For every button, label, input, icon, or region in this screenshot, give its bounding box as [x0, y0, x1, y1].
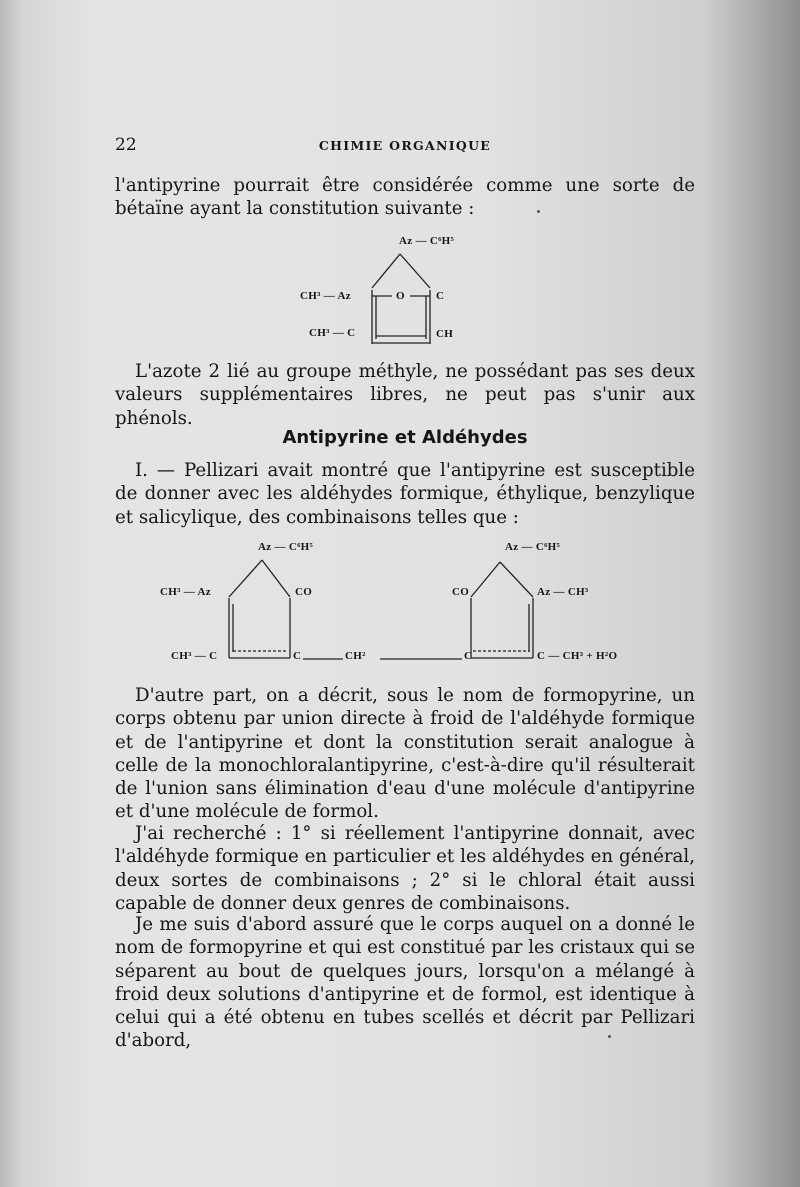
formula1-right-upper: C: [436, 290, 445, 302]
formula2-bridge: CH²: [345, 650, 366, 662]
formula1-right-lower: CH: [436, 328, 454, 340]
print-speck: [608, 1035, 611, 1038]
running-title: CHIMIE ORGANIQUE: [318, 138, 492, 153]
formula2-left-lower-left: CH³ — C: [171, 650, 218, 662]
formula2-right-upper-right: Az — CH³: [537, 586, 589, 598]
formula2-left-upper-left: CH³ — Az: [160, 586, 211, 598]
formula2-right-lower-left: C: [464, 650, 473, 662]
formula2-right-upper-left: CO: [452, 586, 470, 598]
paragraph-assure: Je me suis d'abord assuré que le corps auquel on a donné le nom de formopyrine et qui est constitué par les cristaux qui se séparent au bout de quelques jours, lorsqu'on a mélangé à froid deux solutions d'antipyrine et de formol, est identique à celui qui a été obtenu en tubes scellés et décrit par Pellizari d'abord,: [115, 914, 695, 1052]
formula2-left-upper-right: CO: [295, 586, 313, 598]
paragraph-formopyrine: D'autre part, on a décrit, sous le nom de formopyrine, un corps obtenu par union directe à froid de l'aldéhyde formique et de l'antipyrine et dont la constitution serait analogue à celle de la monochloralantipyrine, c'est-à-dire qu'il résulterait de l'union sans élimination d'eau d'une molécule d'antipyrine et d'une molécule de formol.: [115, 685, 695, 823]
paragraph-recherche: J'ai recherché : 1° si réellement l'antipyrine donnait, avec l'aldéhyde formique en particulier et les aldéhydes en général, deux sortes de combinaisons ; 2° si le chloral était aussi capable de donner deux genres de combinaisons.: [115, 823, 695, 914]
formula1-left-lower: CH³ — C: [309, 327, 356, 339]
paragraph-azote: L'azote 2 lié au groupe méthyle, ne possédant pas ses deux valeurs supplémentaires libres, ne peut pas s'unir aux phénols.: [115, 361, 695, 429]
formula1-top: Az — C⁶H⁵: [399, 235, 455, 247]
section-heading: Antipyrine et Aldéhydes: [282, 427, 528, 448]
formula2-right-lower-right: C — CH³ + H²O: [537, 650, 618, 662]
formula2-left-top: Az — C⁶H⁵: [258, 541, 314, 553]
formula1-left-upper: CH³ — Az: [300, 290, 351, 302]
print-speck: [537, 210, 540, 213]
page-number: 22: [115, 135, 137, 155]
formula2-right-top: Az — C⁶H⁵: [505, 541, 561, 553]
formula1-bridge: O: [396, 290, 405, 302]
paragraph-pellizari: I. — Pellizari avait montré que l'antipyrine est susceptible de donner avec les aldéhydes formique, éthylique, benzylique et salicylique, des combinaisons telles que :: [115, 460, 695, 528]
formula2-left-lower-right: C: [293, 650, 302, 662]
paragraph-betaine: l'antipyrine pourrait être considérée comme une sorte de bétaïne ayant la constitution suivante :: [115, 175, 695, 220]
